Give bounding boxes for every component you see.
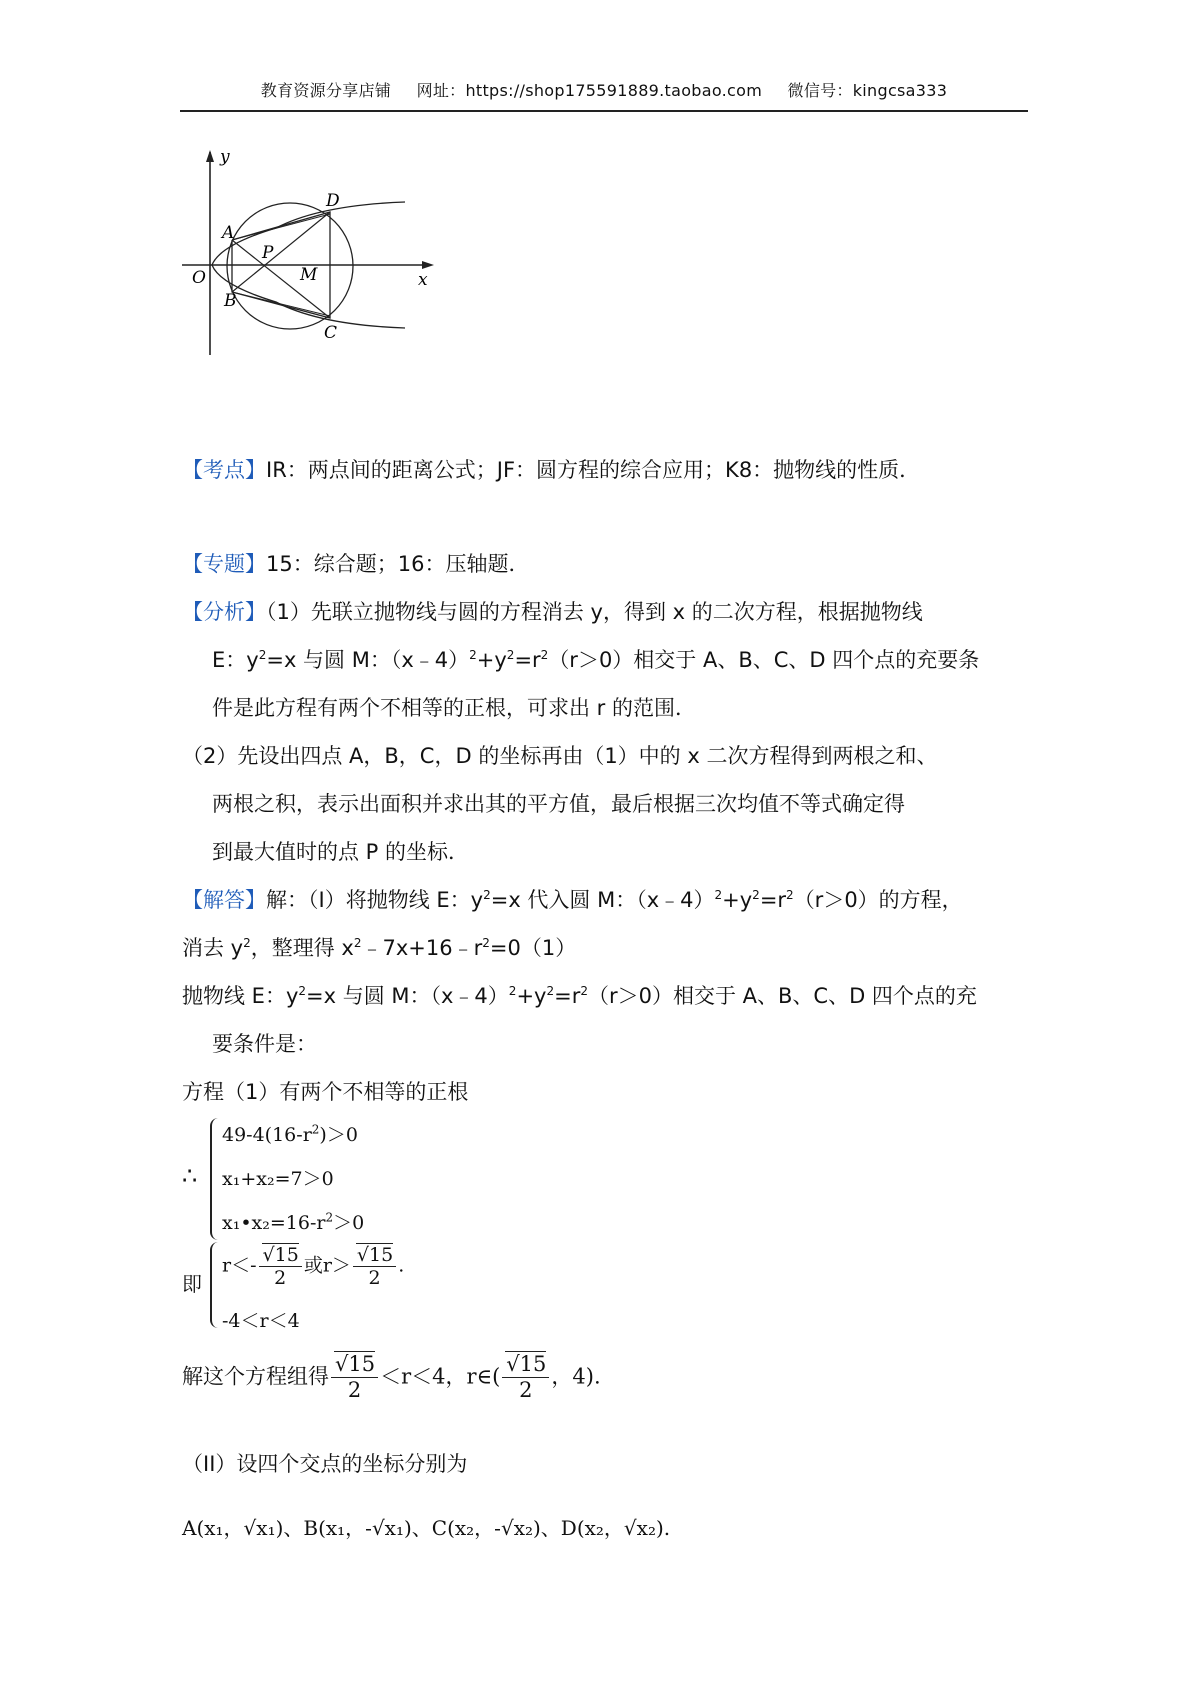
fenxi-text-1: （1）先联立抛物线与圆的方程消去 y，得到 x 的二次方程，根据抛物线 [266,600,923,624]
label-d: D [326,191,340,211]
jieda-line-3: 抛物线 E：$y^2=x$ 与圆 M：$(x﹣4)^2+y^2=r^2(r>0)$相交于 A、B、C、D 四个点的充 [182,984,977,1008]
shop-name: 教育资源分享店铺 [260,81,392,100]
system1-row3: $x_1•x_2=16-r^2>0$ [222,1210,365,1234]
zhuanti-line [182,552,529,577]
part2-intro: （II）设四个交点的坐标分别为 [182,1452,468,1476]
jieda-line-2: 消去 $y^2$，整理得 $x^2﹣7x+16﹣r^2=0(1)$ [182,936,577,960]
kaodian-tag: 【考点】 [182,458,266,482]
jieda-line-1: 【解答】解：（Ⅰ）将抛物线 E：$y^2=x$ 代入圆 M：$(x﹣4)^2+y^2=r^2(r>0)$的方程， [182,888,963,912]
label-m: M [300,265,318,285]
zhuanti-tag: 【专题】 [182,552,266,576]
therefore-symbol: ∴ [182,1162,198,1190]
fenxi-line-1 [182,600,923,625]
page-header [180,78,1028,101]
system1-brace [210,1118,220,1240]
x-axis-arrow [422,261,434,269]
kaodian-text: IR：两点间的距离公式；JF：圆方程的综合应用；K8：抛物线的性质． [266,458,921,482]
label-c: C [324,323,338,343]
geometry-figure [180,150,460,390]
label-o: O [192,268,206,288]
fenxi-tag: 【分析】 [182,600,266,624]
kaodian-line [182,458,920,483]
label-y: y [220,150,230,167]
part2-points: A(x₁，√x₁)、B(x₁，-√x₁)、C(x₂，-√x₂)、D(x₂，√x₂). [182,1516,671,1540]
fenxi-line-3: 件是此方程有两个不相等的正根，可求出 r 的范围． [212,696,696,720]
label-p: P [262,243,274,263]
zhuanti-text: 15：综合题；16：压轴题． [266,552,530,576]
label-a: A [222,223,235,243]
ji-label: 即 [182,1272,202,1296]
fenxi-line-4: （2）先设出四点 A，B，C，D 的坐标再由（1）中的 x 二次方程得到两根之和、 [182,744,938,768]
label-b: B [224,291,237,311]
fenxi-line-6: 到最大值时的点 P 的坐标． [212,840,470,864]
chord-ad [232,214,330,240]
shop-url: 网址：https://shop175591889.taobao.com [416,81,763,100]
jieda-line-5: 方程（1）有两个不相等的正根 [182,1080,469,1104]
wechat-id: 微信号：kingcsa333 [787,81,948,100]
label-x: x [418,270,428,290]
system1-row2: x₁+x₂=7＞0 [222,1168,334,1190]
system2-row2: -4＜r＜4 [222,1310,300,1332]
jieda-tag: 【解答】 [182,888,266,912]
system1-row1: $49-4(16-r^2)>0$ [222,1122,358,1146]
jieda-line-4: 要条件是： [212,1032,317,1056]
fenxi-line-5: 两根之积，表示出面积并求出其的平方值，最后根据三次均值不等式确定得 [212,792,905,816]
header-divider [180,110,1028,112]
fenxi-line-2: E：$y^2=x$ 与圆 M：$(x﹣4)^2+y^2=r^2(r>0)$相交于 A、B、C、D 四个点的充要条 [212,648,980,672]
y-axis-arrow [206,150,214,162]
solve-line: 解这个方程组得 $\frac{√15}{2}$ ＜r＜4，r∈( $\frac{√15}{2}$ ，4). [182,1352,601,1403]
system2-row1: r＜- $\frac{√15}{2}$ 或r＞ $\frac{√15}{2}$ . [222,1244,405,1289]
system2-brace [210,1242,220,1328]
